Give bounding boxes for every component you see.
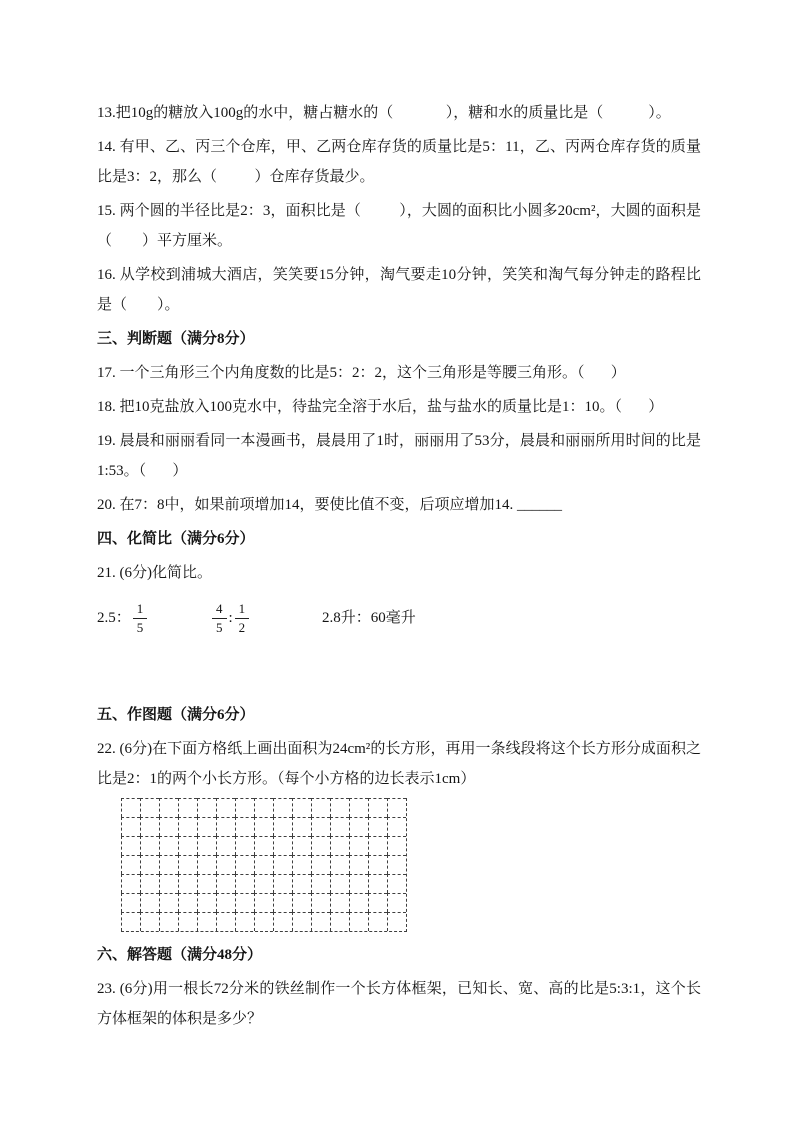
- grid-cell: [254, 893, 273, 912]
- grid-cell: [349, 874, 368, 893]
- grid-cell: [368, 893, 387, 912]
- grid-cell: [311, 874, 330, 893]
- grid-cell: [235, 798, 254, 817]
- question-21-items: [97, 594, 701, 642]
- question-22: 22. (6分)在下面方格纸上画出面积为24cm²的长方形，再用一条线段将这个长方形分成面积之比是2：1的两个小长方形。（每个小方格的边长表示1cm）: [97, 741, 701, 787]
- grid-cell: [140, 855, 159, 874]
- grid-cell: [178, 912, 197, 931]
- fraction-one-half: [235, 601, 250, 635]
- grid-cell: [254, 874, 273, 893]
- question-15: 15. 两个圆的半径比是2：3，面积比是（ ），大圆的面积比小圆多20cm²，大圆的面积是（ ）平方厘米。: [97, 203, 701, 249]
- ratio-item-1-prefix: 2.5：: [97, 610, 131, 626]
- grid-cell: [311, 817, 330, 836]
- grid-cell: [140, 836, 159, 855]
- grid-cell: [330, 893, 349, 912]
- question-23: 23. (6分)用一根长72分米的铁丝制作一个长方体框架，已知长、宽、高的比是5:3:1，这个长方体框架的体积是多少？: [97, 981, 701, 1027]
- grid-cell: [330, 798, 349, 817]
- grid-cell: [273, 817, 292, 836]
- grid-cell: [387, 893, 406, 912]
- grid-cell: [292, 855, 311, 874]
- grid-cell: [178, 817, 197, 836]
- grid-cell: [216, 836, 235, 855]
- grid-cell: [330, 912, 349, 931]
- grid-cell: [140, 817, 159, 836]
- grid-cell: [368, 798, 387, 817]
- grid-cell: [311, 836, 330, 855]
- grid-cell: [235, 912, 254, 931]
- ratio-item-1: [97, 601, 210, 635]
- grid-cell: [254, 912, 273, 931]
- question-16: 16. 从学校到浦城大酒店，笑笑要15分钟，淘气要走10分钟，笑笑和淘气每分钟走的路程比是（ ）。: [97, 267, 701, 313]
- grid-cell: [292, 874, 311, 893]
- grid-cell: [121, 893, 140, 912]
- grid-cell: [159, 836, 178, 855]
- grid-cell: [235, 893, 254, 912]
- grid-cell: [216, 893, 235, 912]
- section-judge-title: 三、判断题（满分8分）: [97, 331, 255, 347]
- grid-cell: [273, 798, 292, 817]
- grid-cell: [254, 855, 273, 874]
- grid-cell: [159, 817, 178, 836]
- grid-cell: [159, 874, 178, 893]
- grid-cell: [197, 912, 216, 931]
- grid-cell: [159, 912, 178, 931]
- fraction-one-fifth: [133, 601, 148, 635]
- grid-cell: [197, 817, 216, 836]
- grid-cell: [254, 836, 273, 855]
- grid-cell: [197, 874, 216, 893]
- section-solve-title: 六、解答题（满分48分）: [97, 947, 263, 963]
- grid-cell: [349, 836, 368, 855]
- grid-cell: [235, 855, 254, 874]
- grid-cell: [197, 893, 216, 912]
- grid-cell: [178, 874, 197, 893]
- grid-cell: [387, 874, 406, 893]
- grid-cell: [368, 836, 387, 855]
- grid-cell: [387, 912, 406, 931]
- drawing-grid: [121, 798, 407, 932]
- grid-cell: [216, 874, 235, 893]
- grid-cell: [254, 798, 273, 817]
- fraction-numerator: 1: [235, 601, 250, 619]
- question-20: 20. 在7：8中，如果前项增加14，要使比值不变，后项应增加14. ______: [97, 497, 563, 513]
- grid-cell: [197, 855, 216, 874]
- grid-cell: [216, 855, 235, 874]
- question-21-intro: 21. (6分)化简比。: [97, 565, 212, 581]
- grid-cell: [197, 836, 216, 855]
- grid-cell: [273, 912, 292, 931]
- section-simplify-ratio-title: 四、化简比（满分6分）: [97, 531, 255, 547]
- grid-cell: [368, 855, 387, 874]
- grid-cell: [349, 817, 368, 836]
- grid-cell: [311, 798, 330, 817]
- grid-cell: [292, 798, 311, 817]
- ratio-separator: :: [228, 610, 233, 626]
- fraction-denominator: 5: [136, 619, 144, 635]
- fraction-denominator: 2: [238, 619, 246, 635]
- grid-cell: [235, 836, 254, 855]
- grid-cell: [273, 874, 292, 893]
- grid-cell: [292, 836, 311, 855]
- grid-cell: [121, 855, 140, 874]
- grid-cell: [178, 798, 197, 817]
- grid-cell: [254, 817, 273, 836]
- grid-cell: [292, 817, 311, 836]
- grid-cell: [178, 855, 197, 874]
- grid-cell: [368, 874, 387, 893]
- grid-cell: [311, 893, 330, 912]
- grid-cell: [330, 874, 349, 893]
- grid-cell: [216, 817, 235, 836]
- grid-cell: [349, 798, 368, 817]
- grid-cell: [159, 798, 178, 817]
- grid-cell: [349, 912, 368, 931]
- grid-cell: [330, 817, 349, 836]
- grid-cell: [349, 855, 368, 874]
- grid-cell: [140, 893, 159, 912]
- grid-cell: [387, 798, 406, 817]
- grid-cell: [121, 836, 140, 855]
- grid-cell: [121, 798, 140, 817]
- grid-cell: [368, 817, 387, 836]
- grid-cell: [216, 798, 235, 817]
- grid-cell: [140, 798, 159, 817]
- ratio-item-3: [322, 603, 416, 633]
- grid-cell: [330, 855, 349, 874]
- grid-cell: [140, 912, 159, 931]
- grid-cell: [387, 836, 406, 855]
- fraction-numerator: 4: [212, 601, 227, 619]
- fraction-four-fifths: [212, 601, 227, 635]
- grid-cell: [121, 912, 140, 931]
- grid-cell: [159, 855, 178, 874]
- section-drawing-title: 五、作图题（满分6分）: [97, 707, 255, 723]
- grid-cell: [368, 912, 387, 931]
- grid-cell: [235, 874, 254, 893]
- ratio-item-3-text: 2.8升：60毫升: [322, 610, 416, 626]
- grid-cell: [349, 893, 368, 912]
- grid-cell: [273, 836, 292, 855]
- question-14: 14. 有甲、乙、丙三个仓库，甲、乙两仓库存货的质量比是5：11，乙、丙两仓库存货的质量比是3：2，那么（ ）仓库存货最少。: [97, 139, 701, 185]
- ratio-item-2: [210, 601, 322, 635]
- grid-cell: [311, 912, 330, 931]
- fraction-denominator: 5: [216, 619, 223, 635]
- grid-cell: [292, 893, 311, 912]
- grid-cell: [121, 874, 140, 893]
- grid-cell: [273, 893, 292, 912]
- grid-cell: [311, 855, 330, 874]
- grid-cell: [178, 836, 197, 855]
- grid-cell: [197, 798, 216, 817]
- question-19: 19. 晨晨和丽丽看同一本漫画书，晨晨用了1时，丽丽用了53分，晨晨和丽丽所用时间的比是1:53。（ ）: [97, 433, 701, 479]
- grid-cell: [330, 836, 349, 855]
- fraction-numerator: 1: [133, 601, 148, 619]
- question-13: 13.把10g的糖放入100g的水中，糖占糖水的（ ），糖和水的质量比是（ ）。: [97, 105, 671, 121]
- grid-cell: [235, 817, 254, 836]
- grid-cell: [292, 912, 311, 931]
- grid-cell: [387, 817, 406, 836]
- grid-cell: [140, 874, 159, 893]
- grid-cell: [387, 855, 406, 874]
- question-17: 17. 一个三角形三个内角度数的比是5：2：2，这个三角形是等腰三角形。（ ）: [97, 365, 626, 381]
- grid-cell: [178, 893, 197, 912]
- grid-cell: [216, 912, 235, 931]
- grid-cell: [273, 855, 292, 874]
- question-18: 18. 把10克盐放入100克水中，待盐完全溶于水后，盐与盐水的质量比是1：10。（ ）: [97, 399, 664, 415]
- grid-cell: [121, 817, 140, 836]
- grid-cell: [159, 893, 178, 912]
